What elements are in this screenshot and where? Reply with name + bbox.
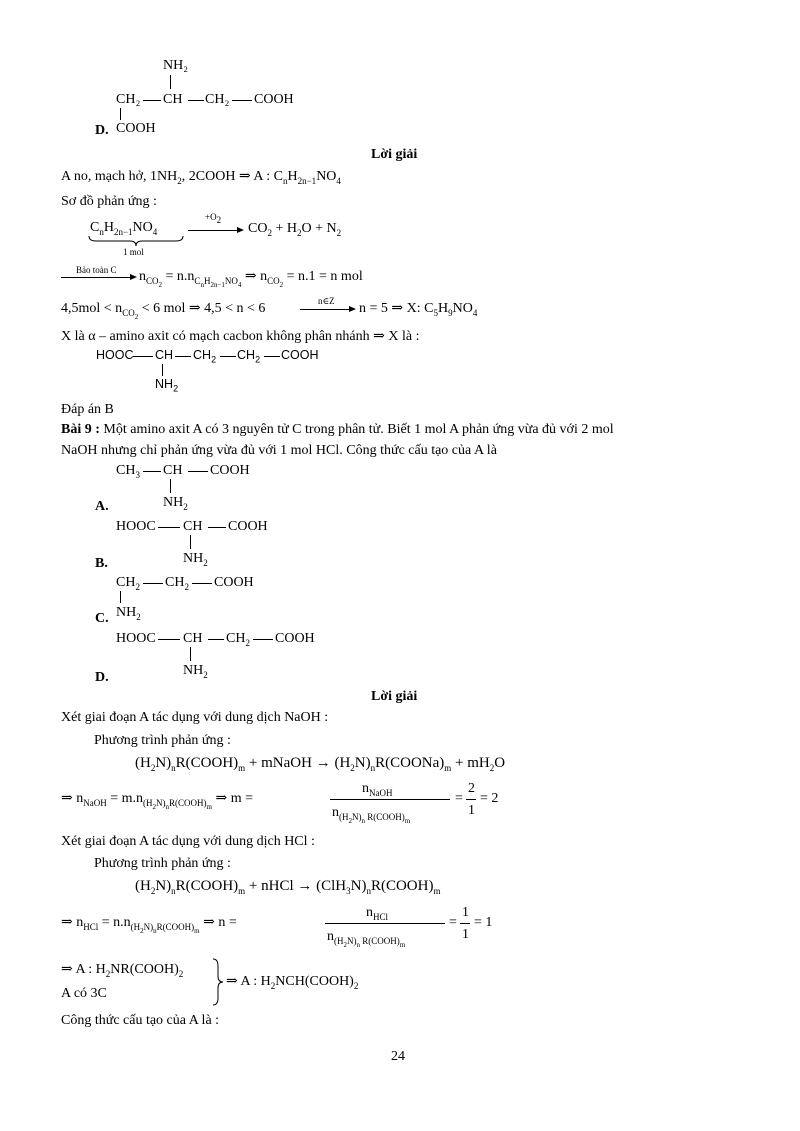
solution-line: Xét giai đoạn A tác dụng với dung dịch HCl : bbox=[61, 834, 315, 849]
option-label: D. bbox=[95, 670, 109, 685]
equals: = bbox=[449, 915, 457, 930]
system-line: ⇒ A : $H_2NR(COOH)_2$ bbox=[61, 962, 184, 979]
equation: ⇒ $n_{NaOH} = m.n_{(H_2N)_nR(COOH)_m}$ ⇒ m = bbox=[61, 791, 253, 811]
bond-vertical bbox=[120, 108, 121, 120]
fraction-denominator: $n_{(H_2N)_n R(COOH)_m}$ bbox=[332, 805, 411, 825]
fraction-numerator: $n_{HCl}$ bbox=[366, 905, 389, 922]
result: = 1 bbox=[474, 915, 493, 930]
equals: = bbox=[455, 791, 463, 806]
arrow-head bbox=[130, 274, 137, 280]
bond bbox=[264, 356, 280, 357]
ch2-label: $CH_2$ bbox=[165, 575, 189, 592]
bond bbox=[188, 100, 204, 101]
fraction-denominator: 1 bbox=[462, 927, 469, 942]
cooh-label: COOH bbox=[210, 463, 250, 478]
reactant: $C_nH_{2n-1}NO_4$ bbox=[90, 220, 158, 237]
solution-line: Phương trình phản ứng : bbox=[94, 856, 231, 871]
solution-heading: Lời giải bbox=[371, 147, 418, 162]
nh2-label: $NH_2$ bbox=[163, 495, 188, 512]
ch-label: CH bbox=[163, 463, 183, 478]
ch2-label: $CH_2$ bbox=[226, 631, 250, 648]
bond-vertical bbox=[170, 479, 171, 493]
bond bbox=[133, 356, 153, 357]
bond-vertical bbox=[190, 535, 191, 549]
fraction-bar bbox=[330, 799, 450, 800]
cooh-label: COOH bbox=[116, 121, 156, 136]
right-brace bbox=[212, 958, 224, 1006]
bond-vertical bbox=[170, 75, 171, 89]
reaction-arrow bbox=[188, 230, 238, 231]
system-line: A có 3C bbox=[61, 986, 107, 1001]
question-line: Bài 9 : Một amino axit A có 3 nguyên tử C trong phân tử. Biết 1 mol A phản ứng vừa đủ với 2 mol bbox=[61, 422, 614, 437]
equation: ⇒ $n_{HCl} = n.n_{(H_2N)_nR(COOH)_m}$ ⇒ n = bbox=[61, 915, 237, 935]
ch-label: CH bbox=[163, 92, 183, 107]
equation: $(H_2N)_nR(COOH)_m$ + mNaOH → $(H_2N)_nR(COONa)_m + mH_2O$ bbox=[135, 755, 506, 773]
inequality: $4,5mol < n_{CO_2} < 6$ mol ⇒ 4,5 < n < 6 bbox=[61, 301, 266, 321]
bond bbox=[158, 639, 180, 640]
fraction-denominator: 1 bbox=[468, 803, 475, 818]
underbrace bbox=[88, 235, 184, 247]
arrow bbox=[300, 309, 350, 310]
ch-label: CH bbox=[183, 631, 203, 646]
ch2-label: $CH_2$ bbox=[116, 575, 140, 592]
option-label: D. bbox=[95, 123, 109, 138]
bond bbox=[175, 356, 191, 357]
hooc-label: HOOC bbox=[116, 631, 156, 646]
bond bbox=[143, 583, 163, 584]
equation: $(H_2N)_nR(COOH)_m$ + nHCl → $(ClH_3N)_nR(COOH)_m$ bbox=[135, 878, 441, 896]
ch2-label: CH₂ bbox=[205, 92, 230, 107]
solution-line: A no, mạch hở, $1NH_2$, 2COOH ⇒ A : $C_nH_{2n-1}NO_4$ bbox=[61, 169, 341, 186]
bond-vertical bbox=[162, 364, 163, 376]
hooc-label: HOOC bbox=[96, 348, 134, 362]
nh2-label: $NH_2$ bbox=[116, 605, 141, 622]
bond bbox=[220, 356, 236, 357]
fraction-numerator: 2 bbox=[468, 781, 475, 796]
bond bbox=[192, 583, 212, 584]
nh2-label: $NH_2$ bbox=[183, 663, 208, 680]
page-number: 24 bbox=[391, 1049, 405, 1064]
solution-line: Phương trình phản ứng : bbox=[94, 733, 231, 748]
solution-line: Sơ đồ phản ứng : bbox=[61, 194, 157, 209]
result: = 2 bbox=[480, 791, 499, 806]
system-result: ⇒ A : $H_2NCH(COOH)_2$ bbox=[226, 974, 359, 991]
arrow-head bbox=[237, 227, 244, 233]
bond bbox=[208, 527, 226, 528]
ch2-label: CH₂ bbox=[116, 92, 141, 107]
arrow bbox=[61, 277, 131, 278]
equation: $n_{CO_2} = n.n_{C_nH_{2n-1}NO_4}$ ⇒ $n_{CO_2} = n.1 = n$ mol bbox=[139, 269, 363, 289]
arrow-head bbox=[349, 306, 356, 312]
cooh-label: COOH bbox=[228, 519, 268, 534]
reactant-amount: 1 mol bbox=[123, 247, 144, 257]
cooh-label: COOH bbox=[281, 348, 319, 362]
products: $CO_2 + H_2O + N_2$ bbox=[248, 221, 342, 238]
arrow-label: $+O_2$ bbox=[205, 212, 222, 225]
cooh-label: COOH bbox=[214, 575, 254, 590]
bond bbox=[253, 639, 273, 640]
ch2-label: $CH_2$ bbox=[237, 348, 261, 365]
cooh-label: COOH bbox=[275, 631, 315, 646]
bond bbox=[143, 100, 161, 101]
nh2-label: $NH_2$ bbox=[183, 551, 208, 568]
solution-line: Công thức cấu tạo của A là : bbox=[61, 1013, 220, 1028]
result: n = 5 ⇒ X: $C_5H_9NO_4$ bbox=[359, 301, 478, 318]
solution-line: Xét giai đoạn A tác dụng với dung dịch NaOH : bbox=[61, 710, 329, 725]
fraction-numerator: $n_{NaOH}$ bbox=[362, 781, 393, 798]
fraction-denominator: $n_{(H_2N)_n R(COOH)_m}$ bbox=[327, 929, 406, 949]
solution-heading: Lời giải bbox=[371, 689, 418, 704]
nh2-label: $NH_2$ bbox=[155, 377, 179, 394]
bond bbox=[158, 527, 180, 528]
bond-vertical bbox=[120, 591, 121, 603]
question-line: NaOH nhưng chỉ phản ứng vừa đủ với 1 mol HCl. Công thức cấu tạo của A là bbox=[61, 443, 497, 458]
bond bbox=[232, 100, 252, 101]
option-label: A. bbox=[95, 499, 109, 514]
bond bbox=[208, 639, 224, 640]
cooh-label: COOH bbox=[254, 92, 294, 107]
fraction-numerator: 1 bbox=[462, 905, 469, 920]
bond-vertical bbox=[190, 647, 191, 661]
answer: Đáp án B bbox=[61, 402, 114, 417]
bond bbox=[143, 471, 161, 472]
solution-line: X là α – amino axit có mạch cacbon không phân nhánh ⇒ X là : bbox=[61, 329, 420, 344]
ch3-label: $CH_3$ bbox=[116, 463, 140, 480]
ch-label: CH bbox=[155, 348, 174, 362]
hooc-label: HOOC bbox=[116, 519, 156, 534]
arrow-label: n∈Z bbox=[318, 296, 335, 306]
ch2-label: $CH_2$ bbox=[193, 348, 217, 365]
bond bbox=[188, 471, 208, 472]
option-label: C. bbox=[95, 611, 109, 626]
fraction-bar bbox=[460, 923, 470, 924]
nh2-label: NH₂ bbox=[163, 58, 189, 73]
fraction-bar bbox=[466, 799, 476, 800]
arrow-label: Bảo toàn C bbox=[76, 265, 117, 275]
fraction-bar bbox=[325, 923, 445, 924]
ch-label: CH bbox=[183, 519, 203, 534]
option-label: B. bbox=[95, 556, 108, 571]
